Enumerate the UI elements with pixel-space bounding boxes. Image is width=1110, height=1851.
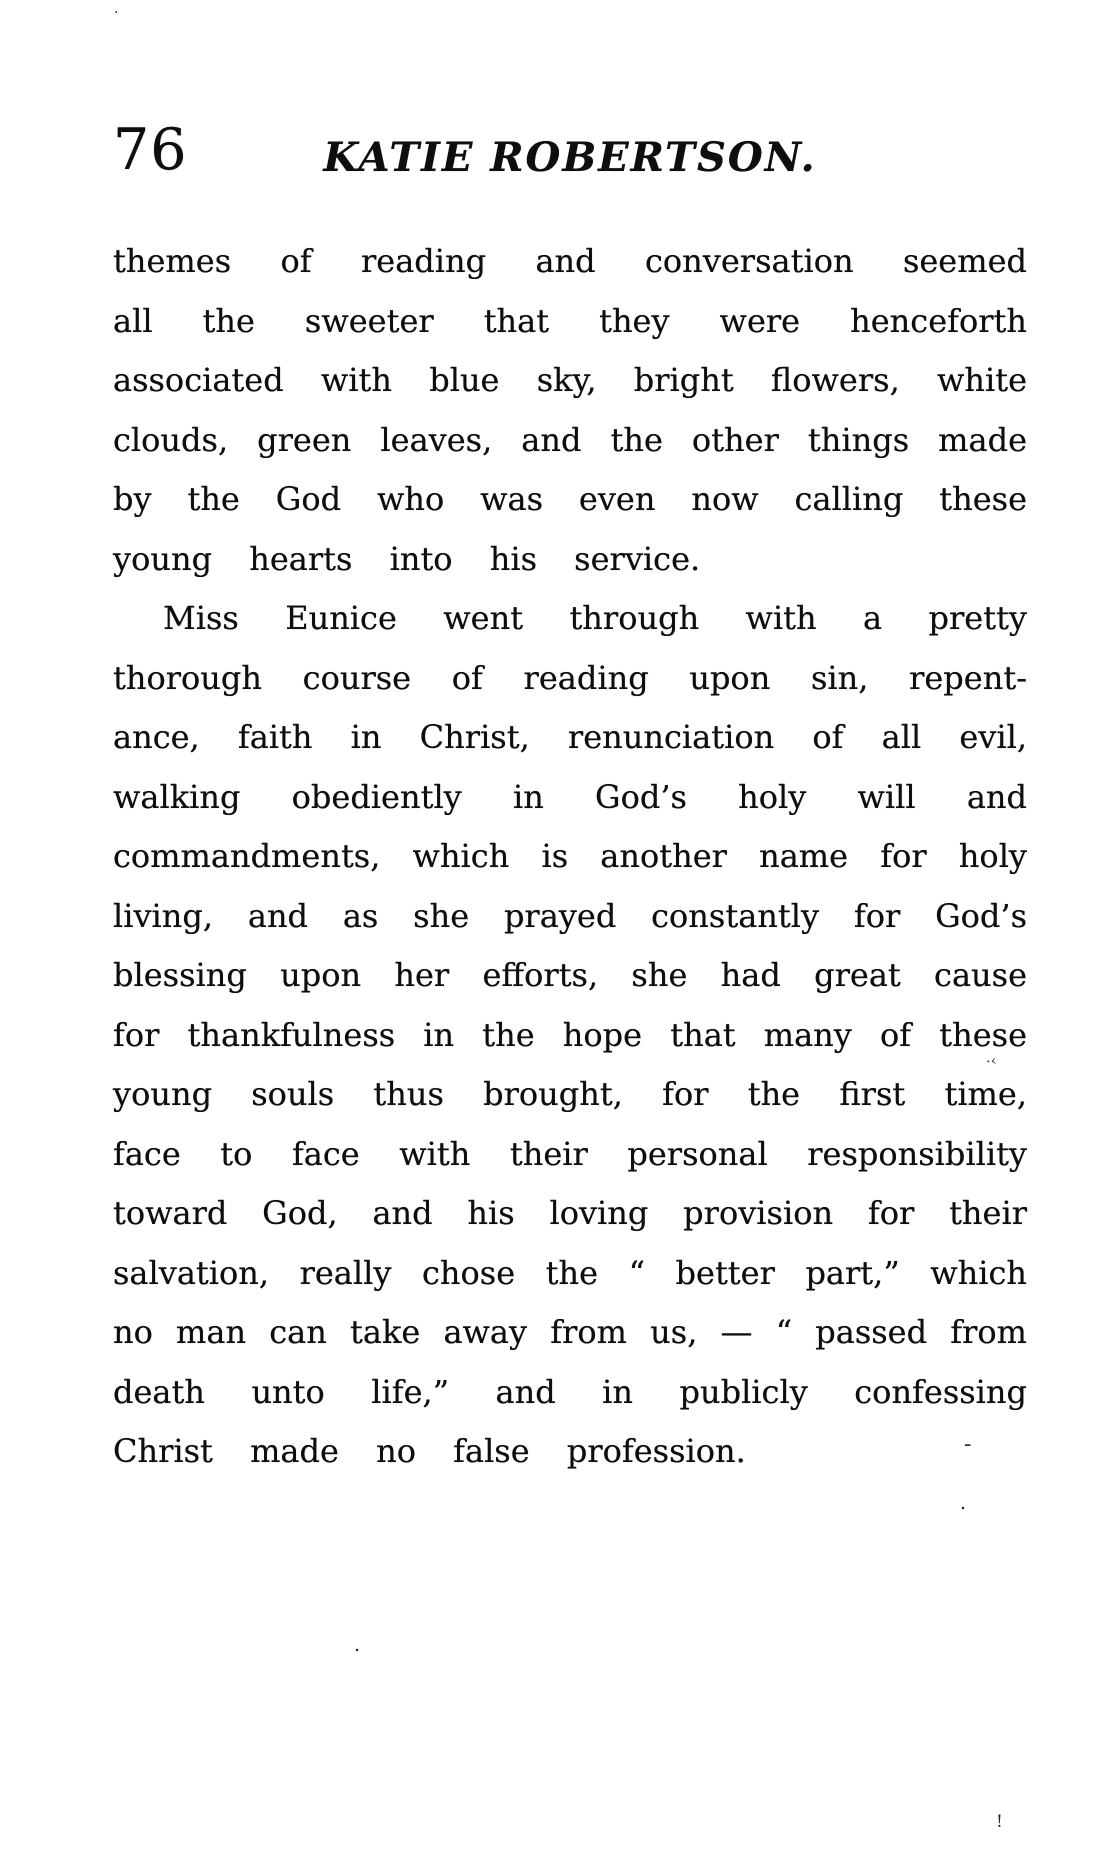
running-header-title: KATIE ROBERTSON.	[323, 134, 817, 181]
text-line: clouds, green leaves, and the other things made	[113, 420, 1027, 459]
text-line: toward God, and his loving provision for their	[113, 1194, 1027, 1232]
text-line: commandments, which is another name for holy	[113, 837, 1027, 875]
text-line: thorough course of reading upon sin, repent-	[113, 658, 1027, 697]
text-line: no man can take away from us, — “ passed from	[113, 1313, 1027, 1351]
text-line: associated with blue sky, bright flowers, white	[113, 361, 1027, 399]
page-number: 76	[113, 117, 188, 183]
ink-speck: .	[960, 1492, 967, 1514]
text-line: young souls thus brought, for the first time,	[113, 1075, 1027, 1113]
ink-speck: .	[114, 1, 119, 17]
ink-speck: ·‹	[984, 1051, 999, 1071]
text-line: young hearts into his service.	[113, 539, 701, 578]
ink-speck: !	[996, 1812, 1003, 1832]
text-line: face to face with their personal responsibility	[113, 1134, 1027, 1173]
text-line: walking obediently in God’s holy will and	[113, 777, 1027, 816]
text-line: blessing upon her efforts, she had great cause	[113, 956, 1027, 994]
ink-speck: -	[964, 1432, 972, 1457]
text-line: all the sweeter that they were henceforth	[113, 301, 1027, 340]
body-text	[113, 232, 1027, 1482]
text-line: death unto life,” and in publicly confessing	[113, 1372, 1027, 1411]
ink-speck: .	[354, 1634, 361, 1656]
text-line: ance, faith in Christ, renunciation of all evil,	[113, 718, 1027, 756]
page-header	[113, 0, 1027, 210]
text-line: for thankfulness in the hope that many of these	[113, 1015, 1027, 1054]
text-line: by the God who was even now calling these	[113, 480, 1027, 518]
text-line: Christ made no false profession.	[113, 1432, 746, 1470]
text-line: themes of reading and conversation seemed	[113, 242, 1027, 280]
text-line: salvation, really chose the “ better part,” which	[113, 1253, 1027, 1292]
text-line paragraph-start: Miss Eunice went through with a pretty	[163, 599, 1027, 637]
text-line: living, and as she prayed constantly for God’s	[113, 896, 1027, 935]
